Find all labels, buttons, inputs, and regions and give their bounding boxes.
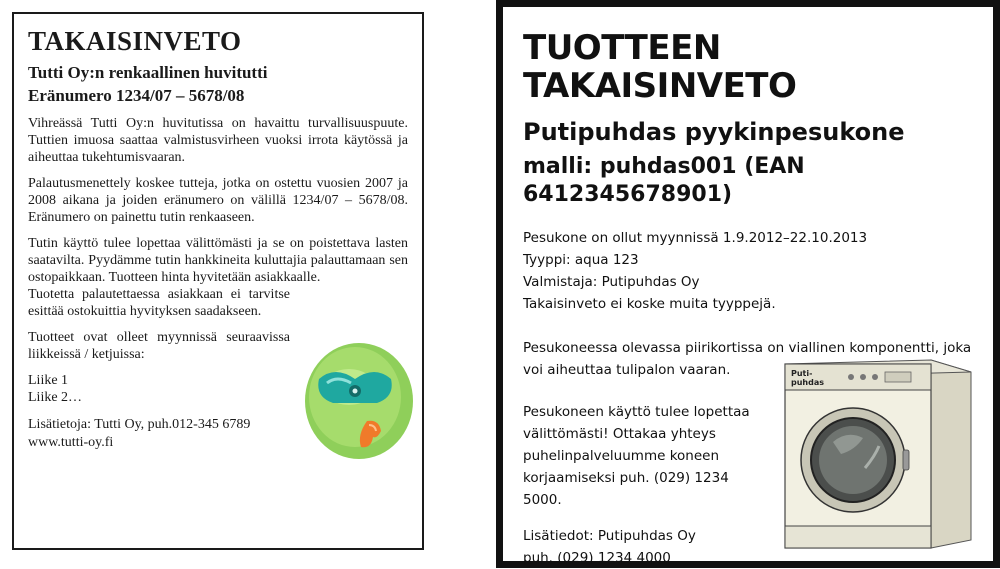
recall-notice-tutti: [12, 12, 424, 550]
product-info: [523, 227, 975, 315]
product-name: Tutti Oy:n renkaallinen huvitutti: [28, 63, 268, 82]
receipt-paragraph: Tuotetta palautettaessa asiakkaan ei tarvitse esittää ostokuittia hyvityksen saadakseen.: [28, 287, 290, 319]
instructions-paragraph: Pesukoneen käyttö tulee lopettaa välittömästi! Ottakaa yhteys puhelinpalveluumme koneen korjaamiseksi puh. (029) 1234 5000.: [523, 404, 750, 508]
notice-body: [503, 7, 993, 566]
list-item: Liike 2…: [28, 390, 83, 405]
svg-text:puhdas: puhdas: [791, 378, 825, 387]
scope-note: Takaisinveto ei koske muita tyyppejä.: [523, 296, 776, 312]
contact-website[interactable]: www.tutti-oy.fi: [28, 435, 114, 450]
defect-paragraph: Pesukoneessa olevassa piirikortissa on viallinen komponentti, joka voi aiheuttaa tulipalon vaaran.: [523, 340, 972, 378]
contact-phone: Lisätietoja: Tutti Oy, puh.012-345 6789: [28, 417, 251, 432]
contact-company: Lisätiedot: Putipuhdas Oy: [523, 528, 696, 544]
notice-title: TAKAISINVETO: [28, 26, 242, 56]
product-name: Putipuhdas pyykinpesukone: [523, 118, 905, 146]
product-type: Tyyppi: aqua 123: [523, 252, 639, 268]
sales-period: Pesukone on ollut myynnissä 1.9.2012–22.10.2013: [523, 230, 868, 246]
instructions-text: Tutin käyttö tulee lopettaa välittömästi ja se on poistettava lasten saatavilta. Pyydämme tutin hankkineita kuluttajia palauttamaan sen ostopaikkaan. Tuotteen hinta hyvitetään asiakkaalle.: [28, 236, 408, 285]
scope-paragraph: Palautusmenettely koskee tutteja, jotka on ostettu vuosien 2007 ja 2008 aikana ja joiden eränumero on välillä 1234/07 – 5678/08. Eränumero on painettu tutin renkaaseen.: [28, 176, 408, 225]
notice-title: TUOTTEEN TAKAISINVETO: [523, 28, 797, 106]
svg-text:Puti-: Puti-: [791, 369, 813, 378]
contact-phone: puh. (029) 1234 4000: [523, 550, 671, 566]
model-number: malli: puhdas001 (EAN 6412345678901): [523, 154, 805, 207]
list-item: Liike 1: [28, 373, 69, 388]
batch-number: Eränumero 1234/07 – 5678/08: [28, 86, 245, 105]
instructions-paragraph: [28, 235, 408, 286]
pacifier-icon: [297, 339, 415, 469]
recall-notice-putipuhdas: [496, 0, 1000, 568]
safety-paragraph: Vihreässä Tutti Oy:n huvitutissa on havaittu turvallisuuspuute. Tuttien imuosa saattaa valmistusvirheen vuoksi irrota käytössä ja aiheuttaa tukehtumisvaaran.: [28, 116, 408, 165]
washing-machine-icon: [781, 350, 979, 550]
stores-intro: Tuotteet ovat olleet myynnissä seuraavissa liikkeissä / ketjuissa:: [28, 330, 290, 362]
manufacturer: Valmistaja: Putipuhdas Oy: [523, 274, 700, 290]
